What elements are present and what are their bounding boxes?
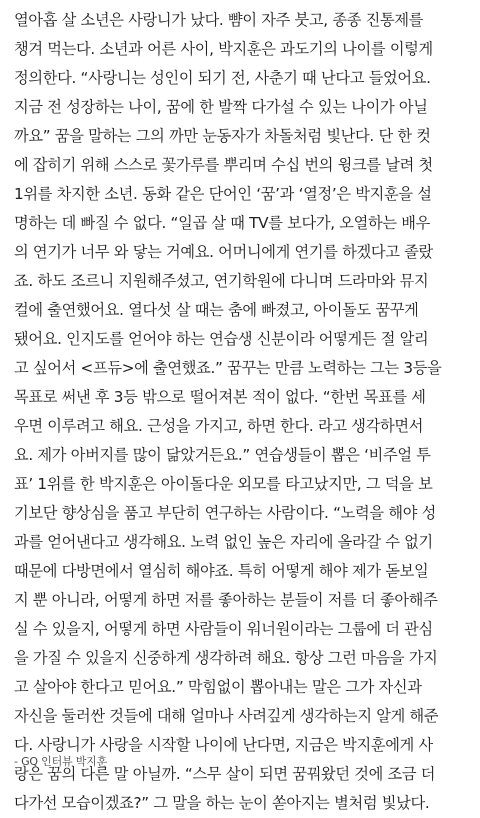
paragraph-line: 지금 전 성장하는 나이, 꿈에 한 발짝 다가설 수 있는 나이가 아닐 [14,98,428,116]
paragraph-line: 에 잡히기 위해 스스로 꽃가루를 뿌리며 수십 번의 윙크를 날려 첫 [14,156,433,174]
paragraph-line: 컬에 출연했어요. 열다섯 살 때는 춤에 빠졌고, 아이돌도 꿈꾸게 [14,301,419,319]
paragraph-line: 실 수 있을지, 어떻게 하면 사람들이 워너원이라는 그룹에 더 관심 [14,620,433,638]
paragraph-line: 우면 이루려고 해요. 근성을 가지고, 하면 한다. 라고 생각하면서 [14,417,424,435]
paragraph-line: 때문에 다방면에서 열심히 해야죠. 특히 어떻게 해야 제가 돋보일 [14,562,429,580]
paragraph-line: 됐어요. 인지도를 얻어야 하는 연습생 신분이라 어떻게든 절 알리 [14,330,429,348]
paragraph-line: 정의한다. “사랑니는 성인이 되기 전, 사춘기 때 난다고 들었어요. [14,69,431,87]
paragraph-line: 기보단 향상심을 품고 부단히 연구하는 사람이다. “노력을 해야 성 [14,504,436,522]
paragraph-line: 다. 사랑니가 사랑을 시작할 나이에 난다면, 지금은 박지훈에게 사 [14,736,433,754]
paragraph-line: 고 싶어서 <프듀>에 출연했죠.” 꿈꾸는 만큼 노력하는 그는 3등을 [14,359,442,377]
paragraph-line: 명하는 데 빠질 수 없다. “일곱 살 때 TV를 보다가, 오열하는 배우 [14,214,431,232]
paragraph-line: 랑은 꿈의 다른 말 아닐까. “스무 살이 되면 꿈꿔왔던 것에 조금 더 [14,765,436,783]
paragraph-line: 요. 제가 아버지를 많이 닮았거든요.” 연습생들이 뽑은 ‘비주얼 투 [14,446,431,464]
paragraph-line: 자신을 둘러싼 것들에 대해 얼마나 사려깊게 생각하는지 알게 해준 [14,707,439,725]
paragraph-line: 열아홉 살 소년은 사랑니가 났다. 뺨이 자주 붓고, 종종 진통제를 [14,11,424,29]
paragraph-line: 챙겨 먹는다. 소년과 어른 사이, 박지훈은 과도기의 나이를 이렇게 [14,40,433,58]
paragraph-line: 까요” 꿈을 말하는 그의 까만 눈동자가 차돌처럼 빛난다. 단 한 컷 [14,127,431,145]
paragraph-line: 고 살아야 한다고 믿어요.” 막힘없이 뽑아내는 말은 그가 자신과 [14,678,422,696]
paragraph-line: 과를 얻어낸다고 생각해요. 노력 없인 높은 자리에 올라갈 수 없기 [14,533,433,551]
paragraph-line: 지 뿐 아니라, 어떻게 하면 저를 좋아하는 분들이 저를 더 좋아해주 [14,591,438,609]
paragraph-line: 죠. 하도 조르니 지원해주셨고, 연기학원에 다니며 드라마와 뮤지 [14,272,429,290]
source-credit: - GQ 인터뷰 박지훈 [14,755,107,768]
paragraph-line: 의 연기가 너무 와 닿는 거예요. 어머니에게 연기를 하겠다고 졸랐 [14,243,433,261]
paragraph-line: 다가선 모습이겠죠?” 그 말을 하는 눈이 쏟아지는 별처럼 빛났다. [14,794,430,812]
paragraph-line: 을 가질 수 있을지 신중하게 생각하려 해요. 항상 그런 마음을 가지 [14,649,438,667]
paragraph-line: 1위를 차지한 소년. 동화 같은 단어인 ‘꿈’과 ‘열정’은 박지훈을 설 [14,185,432,203]
paragraph-line: 표’ 1위를 한 박지훈은 아이돌다운 외모를 타고났지만, 그 덕을 보 [14,475,433,493]
paragraph-line: 목표로 써낸 후 3등 밖으로 떨어져본 적이 없다. “한번 목표를 세 [14,388,426,406]
